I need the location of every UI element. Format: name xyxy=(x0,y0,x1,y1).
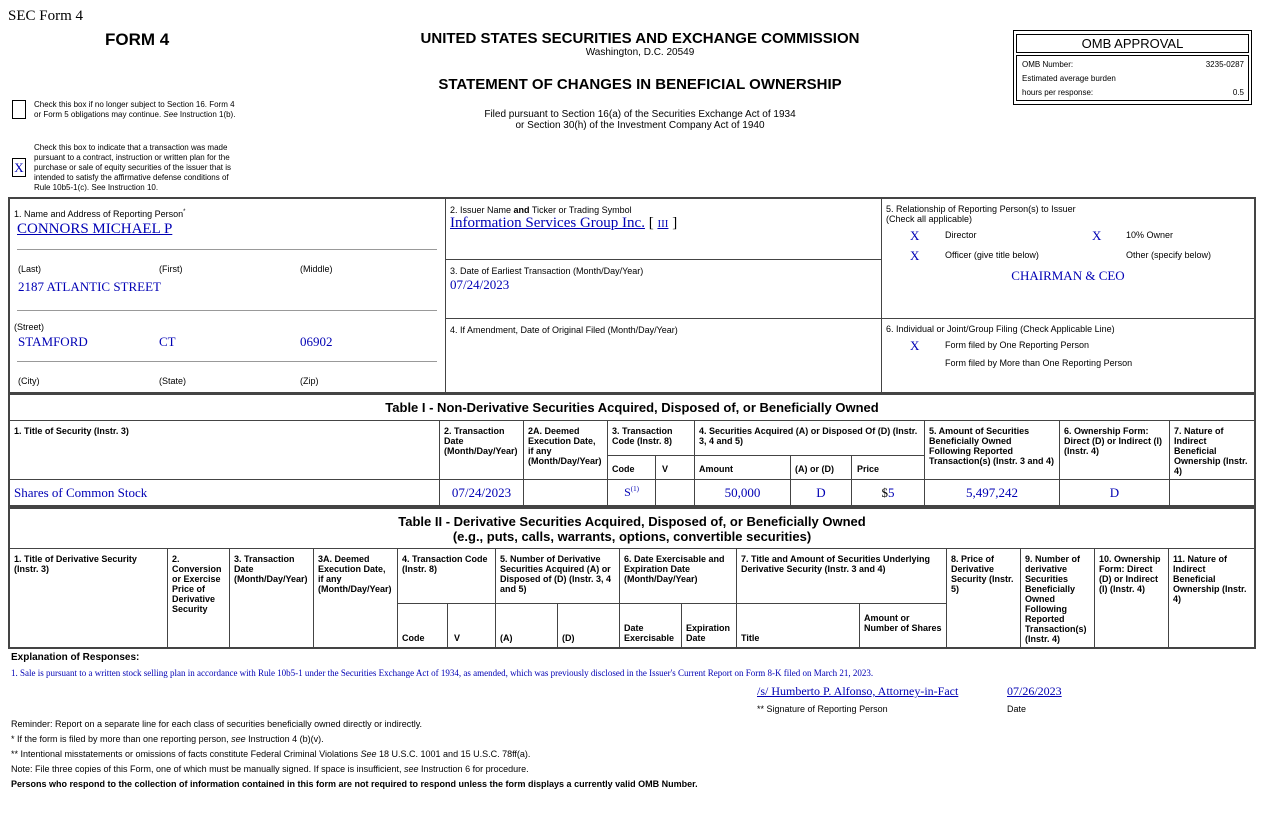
box5-label-1: 5. Relationship of Reporting Person(s) to Issuer xyxy=(886,204,1076,214)
t1-sub-price: Price xyxy=(851,455,925,480)
t1-row-code-footnote: (1) xyxy=(630,485,639,493)
section16-line-2 xyxy=(34,110,274,120)
ticker-link[interactable]: III xyxy=(657,218,669,230)
t2-h-nature: 11. Nature of Indirect Beneficial Ownership (Instr. 4) xyxy=(1168,548,1255,648)
t1-h-nature: 7. Nature of Indirect Beneficial Ownership (Instr. 4) xyxy=(1169,420,1255,480)
agency-location: Washington, D.C. 20549 xyxy=(585,47,695,58)
section16-checkbox[interactable] xyxy=(12,100,26,119)
note-dstar-a: ** Intentional misstatements or omissions of facts constitute Federal Criminal Violations xyxy=(11,749,361,759)
table2-title xyxy=(9,508,1255,549)
omb-hours-label: hours per response: xyxy=(1022,88,1094,97)
last-label: (Last) xyxy=(18,264,42,274)
t1-row-code xyxy=(607,479,656,506)
box2-label-b: Ticker or Trading Symbol xyxy=(529,205,632,215)
statement-title: STATEMENT OF CHANGES IN BENEFICIAL OWNERSHIP xyxy=(438,76,842,93)
t2-sub-amount: Amount or Number of Shares xyxy=(859,603,947,648)
t1-row-ad: D xyxy=(790,479,852,506)
section16-see: See xyxy=(163,110,178,119)
note-three-b: Instruction 6 for procedure. xyxy=(418,764,529,774)
street-line xyxy=(17,310,437,311)
sec-form-label: SEC Form 4 xyxy=(8,8,84,24)
middle-label: (Middle) xyxy=(300,264,333,274)
filed-line-1: Filed pursuant to Section 16(a) of the Securities Exchange Act of 1934 xyxy=(484,109,796,120)
t1-row-title: Shares of Common Stock xyxy=(9,479,440,506)
box5-label-2: (Check all applicable) xyxy=(886,214,973,224)
omb-number-value: 3235-0287 xyxy=(1205,60,1244,69)
box4-amendment xyxy=(445,318,882,393)
reporting-person-name[interactable]: CONNORS MICHAEL P xyxy=(17,221,173,237)
box3-earliest-date xyxy=(445,259,882,319)
t2-h-form: 10. Ownership Form: Direct (D) or Indirect (I) (Instr. 4) xyxy=(1094,548,1169,648)
note-dstar-b: 18 U.S.C. 1001 and 15 U.S.C. 78ff(a). xyxy=(376,749,531,759)
t1-h-deemed: 2A. Deemed Execution Date, if any (Month/Day/Year) xyxy=(523,420,608,480)
owner-mark: X xyxy=(1092,228,1102,243)
table2-title-2: (e.g., puts, calls, warrants, options, convertible securities) xyxy=(452,529,812,544)
omb-details xyxy=(1016,55,1249,101)
zip-label: (Zip) xyxy=(300,376,319,386)
note-three-a: Note: File three copies of this Form, one of which must be manually signed. If space is insufficient, xyxy=(11,764,405,774)
box2-label-a: 2. Issuer Name xyxy=(450,205,514,215)
t2-sub-d: (D) xyxy=(557,603,620,648)
rule10b5-line-5: Rule 10b5-1(c). See Instruction 10. xyxy=(34,183,159,192)
note-star-see: see xyxy=(231,734,246,744)
t2-h-exercisable: 6. Date Exercisable and Expiration Date (Month/Day/Year) xyxy=(619,548,737,604)
form-title: FORM 4 xyxy=(105,30,170,49)
t2-h-price: 2. Conversion or Exercise Price of Derivative Security xyxy=(167,548,230,648)
agency-block xyxy=(330,30,950,131)
t1-sub-code: Code xyxy=(607,455,656,480)
t1-row-owned: 5,497,242 xyxy=(924,479,1060,506)
t2-h-deriv-price: 8. Price of Derivative Security (Instr. 5) xyxy=(946,548,1021,648)
state-label: (State) xyxy=(159,376,187,386)
box6-label: 6. Individual or Joint/Group Filing (Check Applicable Line) xyxy=(886,324,1115,334)
section16-line-2a: or Form 5 obligations may continue. xyxy=(34,110,164,119)
t1-h-date: 2. Transaction Date (Month/Day/Year) xyxy=(439,420,524,480)
omb-hours-value: 0.5 xyxy=(1232,88,1244,97)
filed-line-2: or Section 30(h) of the Investment Company Act of 1940 xyxy=(515,120,765,131)
earliest-date-value: 07/24/2023 xyxy=(450,277,510,292)
signature-label: ** Signature of Reporting Person xyxy=(757,704,888,714)
other-label: Other (specify below) xyxy=(1126,250,1212,260)
note-three-copies xyxy=(11,764,529,774)
box1-label xyxy=(14,207,185,219)
note-star-b: Instruction 4 (b)(v). xyxy=(245,734,324,744)
state-value: CT xyxy=(159,334,176,349)
t1-row-price xyxy=(851,479,925,506)
t2-sub-exercisable: Date Exercisable xyxy=(619,603,682,648)
t1-row-form: D xyxy=(1059,479,1170,506)
t2-h-date: 3. Transaction Date (Month/Day/Year) xyxy=(229,548,314,648)
director-label: Director xyxy=(945,230,977,240)
table2-title-1: Table II - Derivative Securities Acquired, Disposed of, or Beneficially Owned xyxy=(398,514,866,529)
t1-sub-ad: (A) or (D) xyxy=(790,455,852,480)
rule10b5-line-2: pursuant to a contract, instruction or written plan for the xyxy=(34,153,230,162)
t2-sub-a: (A) xyxy=(495,603,558,648)
t1-sub-v: V xyxy=(655,455,695,480)
t2-sub-title: Title xyxy=(736,603,860,648)
issuer-line xyxy=(450,215,677,232)
note-star xyxy=(11,734,324,744)
omb-approval-box xyxy=(1013,30,1252,105)
t2-sub-code: Code xyxy=(397,603,448,648)
note-star-a: * If the form is filed by more than one reporting person, xyxy=(11,734,232,744)
omb-title: OMB APPROVAL xyxy=(1016,34,1249,53)
t2-h-underlying: 7. Title and Amount of Securities Underlying Derivative Security (Instr. 3 and 4) xyxy=(736,548,947,604)
reminder-text: Reminder: Report on a separate line for each class of securities beneficially owned directly or indirectly. xyxy=(11,719,423,729)
t1-row-deemed xyxy=(523,479,608,506)
rule10b5-line-1: Check this box to indicate that a transaction was made xyxy=(34,143,228,152)
t1-h-title: 1. Title of Security (Instr. 3) xyxy=(9,420,440,480)
note-three-see: see xyxy=(404,764,419,774)
t1-row-price-symbol: $ xyxy=(881,485,888,500)
ticker-bracket-open: [ xyxy=(648,215,654,231)
issuer-name-link[interactable]: Information Services Group Inc. xyxy=(450,215,645,231)
box2-issuer xyxy=(445,198,882,260)
footnote-1: 1. Sale is pursuant to a written stock selling plan in accordance with Rule 10b5-1 under the Securities Exchange Act of 1934, as amended, which was previously disclosed in the Issuer's Current Report on Form 8-K filed on March 21, 2023. xyxy=(11,668,874,678)
one-person-mark: X xyxy=(910,338,920,353)
box1-label-text: 1. Name and Address of Reporting Person xyxy=(14,209,184,219)
t1-h-owned: 5. Amount of Securities Beneficially Owned Following Reported Transaction(s) (Instr. 3 and 4) xyxy=(924,420,1060,480)
date-label: Date xyxy=(1007,704,1027,714)
officer-label: Officer (give title below) xyxy=(945,250,1039,260)
t1-row-nature xyxy=(1169,479,1255,506)
section16-line-1: Check this box if no longer subject to Section 16. Form 4 xyxy=(34,100,235,109)
t1-sub-amount: Amount xyxy=(694,455,791,480)
zip-value: 06902 xyxy=(300,334,333,349)
box4-label: 4. If Amendment, Date of Original Filed (Month/Day/Year) xyxy=(450,325,678,335)
officer-mark: X xyxy=(910,248,920,263)
t1-row-date: 07/24/2023 xyxy=(439,479,524,506)
omb-number-label: OMB Number: xyxy=(1022,60,1074,69)
signature-link[interactable]: /s/ Humberto P. Alfonso, Attorney-in-Fact xyxy=(757,684,959,698)
multiple-persons-label: Form filed by More than One Reporting Person xyxy=(945,358,1133,368)
owner-label: 10% Owner xyxy=(1126,230,1174,240)
officer-title-value: CHAIRMAN & CEO xyxy=(1011,268,1125,283)
t1-h-acquired: 4. Securities Acquired (A) or Disposed Of (D) (Instr. 3, 4 and 5) xyxy=(694,420,925,456)
note-double-star xyxy=(11,749,530,759)
rule10b5-line-4: intended to satisfy the affirmative defense conditions of xyxy=(34,173,229,182)
box2-label xyxy=(450,205,632,215)
t2-h-owned: 9. Number of derivative Securities Beneficially Owned Following Reported Transaction(s) (Instr. 4) xyxy=(1020,548,1095,648)
omb-burden-label: Estimated average burden xyxy=(1022,74,1116,83)
box2-label-and: and xyxy=(513,205,530,215)
t1-h-form: 6. Ownership Form: Direct (D) or Indirect (I) (Instr. 4) xyxy=(1059,420,1170,480)
city-label: (City) xyxy=(18,376,40,386)
street-label: (Street) xyxy=(14,322,45,332)
t2-h-number: 5. Number of Derivative Securities Acquired (A) or Disposed of (D) (Instr. 3, 4 and 5) xyxy=(495,548,620,604)
section16-text xyxy=(34,100,274,120)
t1-row-price-value: 5 xyxy=(888,485,895,500)
t1-row-code-value: S xyxy=(624,485,631,499)
t2-h-deemed: 3A. Deemed Execution Date, if any (Month/Day/Year) xyxy=(313,548,398,648)
rule10b5-text xyxy=(34,143,274,193)
t2-h-title: 1. Title of Derivative Security (Instr. 3) xyxy=(9,548,168,648)
box1-asterisk: * xyxy=(183,209,186,215)
box3-label: 3. Date of Earliest Transaction (Month/Day/Year) xyxy=(450,266,644,276)
director-mark: X xyxy=(910,228,920,243)
name-line xyxy=(17,249,437,250)
note-dstar-see: See xyxy=(360,749,377,759)
rule10b5-line-3: purchase or sale of equity securities of the issuer that is xyxy=(34,163,231,172)
agency-name: UNITED STATES SECURITIES AND EXCHANGE COMMISSION xyxy=(420,30,860,47)
ticker-bracket-close: ] xyxy=(672,215,678,231)
street-value: 2187 ATLANTIC STREET xyxy=(18,279,161,294)
rule10b5-checkbox[interactable]: X xyxy=(12,158,26,177)
first-label: (First) xyxy=(159,264,183,274)
city-value: STAMFORD xyxy=(18,334,88,349)
omb-notice: Persons who respond to the collection of information contained in this form are not required to respond unless the form displays a currently valid OMB Number. xyxy=(11,779,698,789)
t2-sub-expiration: Expiration Date xyxy=(681,603,737,648)
one-person-label: Form filed by One Reporting Person xyxy=(945,340,1090,350)
box1-reporting-person xyxy=(9,198,446,393)
t2-sub-v: V xyxy=(447,603,496,648)
explanation-title: Explanation of Responses: xyxy=(11,652,140,663)
t1-h-code: 3. Transaction Code (Instr. 8) xyxy=(607,420,695,456)
box5-relationship xyxy=(881,198,1255,319)
t1-row-v xyxy=(655,479,695,506)
box6-filing xyxy=(881,318,1255,393)
t1-row-amount: 50,000 xyxy=(694,479,791,506)
signature-date[interactable]: 07/26/2023 xyxy=(1007,684,1062,698)
table1-title: Table I - Non-Derivative Securities Acquired, Disposed of, or Beneficially Owned xyxy=(9,394,1255,421)
section16-line-2c: Instruction 1(b). xyxy=(177,110,236,119)
t2-h-code: 4. Transaction Code (Instr. 8) xyxy=(397,548,496,604)
city-line xyxy=(17,361,437,362)
